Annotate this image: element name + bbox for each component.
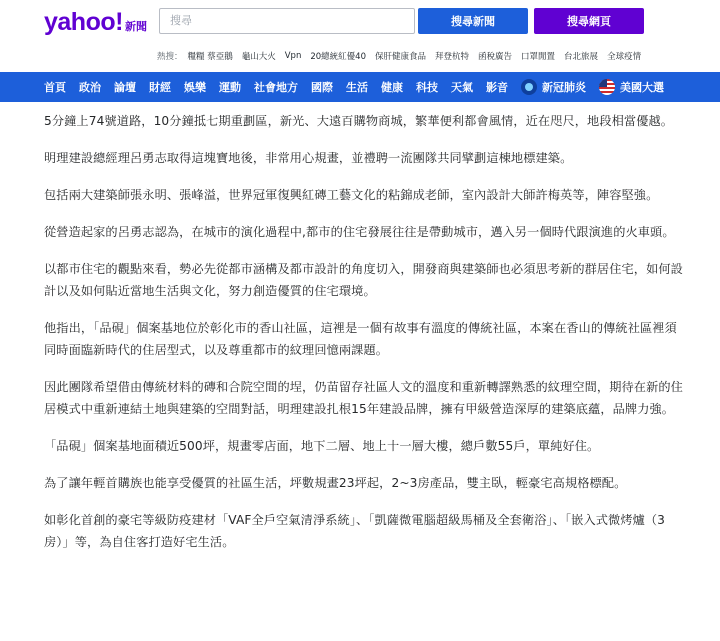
nav-item-home[interactable]: 首頁 [44,81,66,94]
article-paragraph: 明理建設總經理呂勇志取得這塊寶地後，非常用心規畫，並禮聘一流團隊共同擘劃這棟地標建築。 [44,151,573,165]
article-paragraph: 因此團隊希望借由傳統材料的磚和合院空間的埕，仍苗留存社區人文的溫度和重新轉譯熟悉的紋理空間，期待在新的住居模式中重新連結土地與建築的空間對話，明理建設扎根15年建設品牌，擁有甲級營造深厚的建築底蘊，品牌力強。 [44,380,683,416]
trending-label: 熱搜： [157,52,183,62]
covid-virus-icon [521,79,537,95]
nav-item-entertainment[interactable]: 娛樂 [184,81,206,94]
trending-bar [157,48,650,64]
trending-item[interactable]: 口罩閒置 [521,52,556,62]
trending-item[interactable]: 拜登杭特 [435,52,470,62]
article-paragraph: 包括兩大建築師張永明、張峰溢，世界冠軍復興紅磚工藝文化的粘錦成老師，室內設計大師許梅英等，陣容堅強。 [44,188,659,202]
search-input[interactable] [159,8,415,34]
nav-item-covid-label: 新冠肺炎 [542,81,586,94]
nav-item-health[interactable]: 健康 [381,81,403,94]
article-paragraph: 「品硯」個案基地面積近500坪，規畫零店面，地下二層、地上十一層大樓，總戶數55戶，單純好住。 [44,439,600,453]
nav-item-politics[interactable]: 政治 [79,81,101,94]
nav-item-society[interactable]: 社會地方 [254,81,298,94]
trending-item[interactable]: 糧糧 蔡亞鵝 [187,52,233,62]
trending-item[interactable]: 20總統紅優40 [310,52,366,62]
trending-item[interactable]: 函稅廣告 [478,52,513,62]
article-paragraph: 5分鐘上74號道路，10分鐘抵七期重劃區，新光、大遠百購物商城，繁華便利都會風情，近在咫尺，地段相當優越。 [44,114,674,128]
trending-item[interactable]: 全球疫情 [607,52,642,62]
trending-item[interactable]: 保肝健康食品 [374,52,426,62]
main-nav [0,72,720,102]
search-web-button[interactable]: 搜尋網頁 [534,8,644,34]
site-header [0,0,720,72]
us-flag-icon [599,79,615,95]
article-paragraph: 他指出，「品硯」個案基地位於彰化市的香山社區，這裡是一個有故事有溫度的傳統社區，本案在香山的傳統社區裡須同時面臨新時代的住居型式，以及尊重都市的紋理回憶兩課題。 [44,321,677,357]
article-body [44,110,684,568]
article-paragraph: 以都市住宅的觀點來看，勢必先從都市涵構及都市設計的角度切入，開發商與建築師也必須思考新的群居住宅，如何設計以及如何貼近當地生活與文化，努力創造優質的住宅環境。 [44,262,683,298]
article-paragraph: 從營造起家的呂勇志認為，在城市的演化過程中,都市的住宅發展往往是帶動城市，邁入另一個時代跟演進的火車頭。 [44,225,675,239]
nav-item-weather[interactable]: 天氣 [451,81,473,94]
nav-item-finance[interactable]: 財經 [149,81,171,94]
search-news-button[interactable]: 搜尋新聞 [418,8,528,34]
trending-item[interactable]: 龜山大火 [241,52,276,62]
nav-item-video[interactable]: 影音 [486,81,508,94]
nav-item-us-election[interactable] [599,79,664,95]
nav-item-covid[interactable] [521,79,586,95]
trending-item[interactable]: Vpn [284,51,302,61]
nav-item-world[interactable]: 國際 [311,81,333,94]
article-paragraph: 如彰化首創的豪宅等級防疫建材「VAF全戶空氣清淨系統」、「凱薩微電腦超級馬桶及全套衛浴」、「嵌入式微烤爐（3房）」等，為自住客打造好宅生活。 [44,513,666,549]
nav-item-us-election-label: 美國大選 [620,81,664,94]
nav-item-tech[interactable]: 科技 [416,81,438,94]
logo-suffix: 新聞 [124,20,147,33]
trending-item[interactable]: 台北旅展 [564,52,599,62]
nav-item-life[interactable]: 生活 [346,81,368,94]
nav-item-sports[interactable]: 運動 [219,81,241,94]
nav-item-forum[interactable]: 論壇 [114,81,136,94]
article-paragraph: 為了讓年輕首購族也能享受優質的社區生活，坪數規畫23坪起，2~3房產品，雙主臥，輕豪宅高規格標配。 [44,476,627,490]
logo-text: yahoo! [44,8,123,36]
yahoo-news-logo[interactable] [44,8,147,37]
